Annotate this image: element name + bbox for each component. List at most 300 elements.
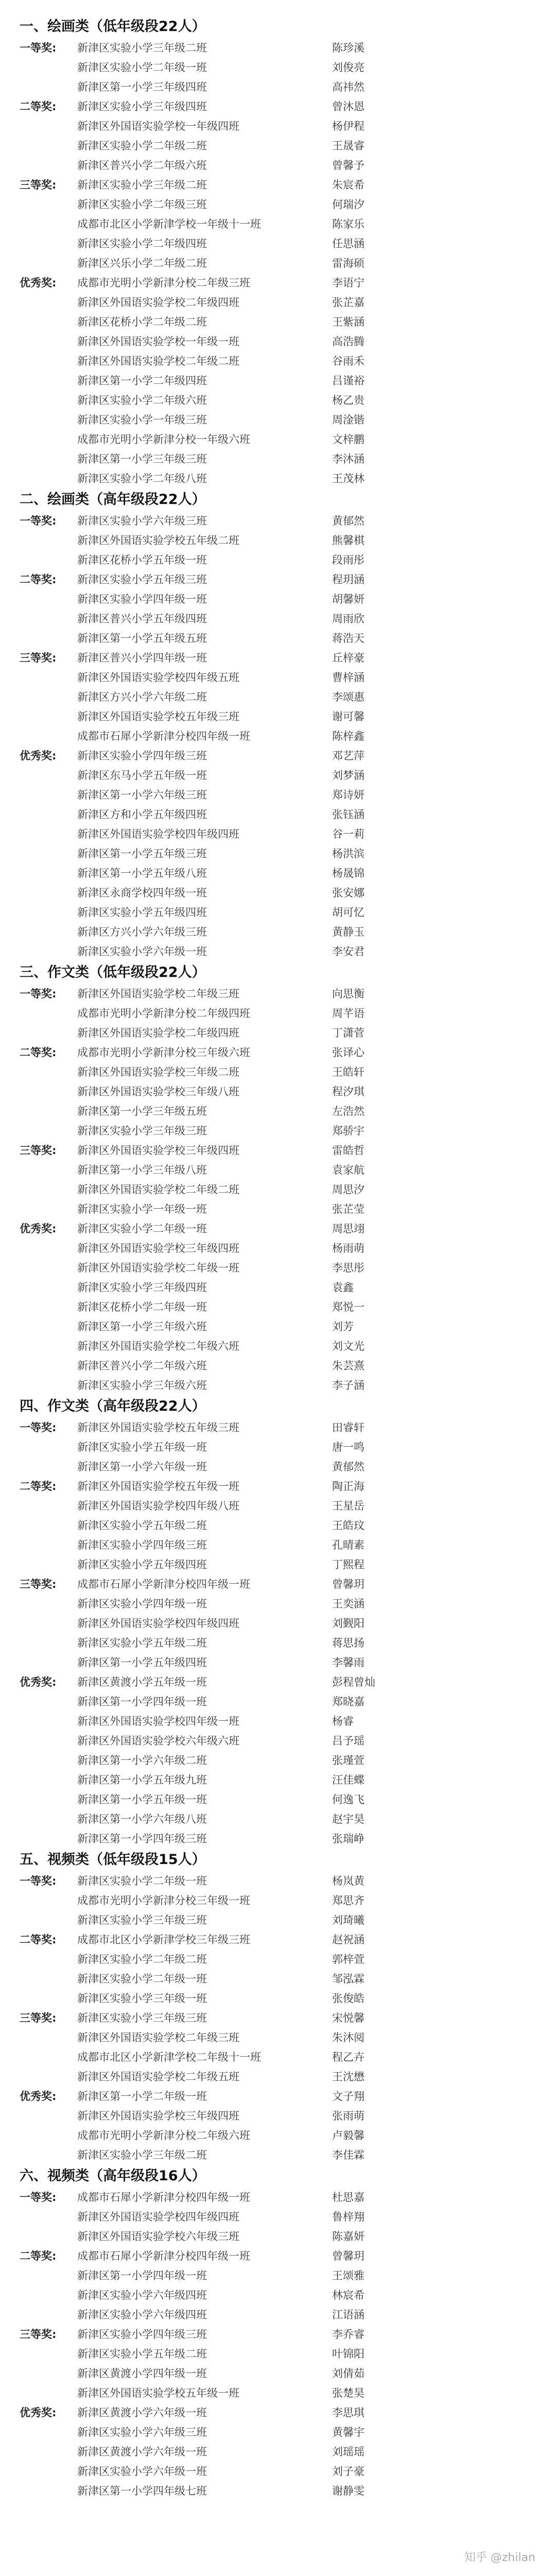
school-class: 新津区第一小学四年级一班: [77, 2269, 207, 2282]
student-name: 张芷嘉: [332, 296, 364, 309]
school-class: 新津区第一小学六年级二班: [77, 1754, 207, 1767]
student-name: 段雨彤: [332, 554, 364, 566]
student-name: 唐一鸣: [332, 1441, 364, 1453]
award-row: [0, 942, 556, 961]
student-name: 任思涵: [332, 238, 364, 250]
school-class: 新津区实验小学六年级三班: [77, 515, 207, 527]
award-level: 三等奖:: [20, 652, 57, 664]
student-name: 陈嘉妍: [332, 2230, 364, 2243]
school-class: 新津区实验小学五年级二班: [77, 1637, 207, 1649]
award-row: [0, 2325, 556, 2344]
student-name: 刘芳: [332, 1320, 354, 1333]
award-row: [0, 1376, 556, 1395]
student-name: 丁熙程: [332, 1558, 364, 1571]
section-title: 一、绘画类（低年级段22人）: [20, 19, 206, 35]
student-name: 谢静雯: [332, 2485, 364, 2497]
student-name: 江语涵: [332, 2309, 364, 2321]
student-name: 李子涵: [332, 1379, 364, 1392]
student-name: 李安君: [332, 945, 364, 958]
award-row: [0, 1457, 556, 1477]
award-row: [0, 1082, 556, 1101]
award-row: [0, 97, 556, 116]
school-class: 新津区方和小学五年级四班: [77, 808, 207, 821]
school-class: 新津区第一小学五年级一班: [77, 1793, 207, 1806]
student-name: 王星岳: [332, 1500, 364, 1512]
student-name: 吕予瑶: [332, 1735, 364, 1747]
award-row: [0, 332, 556, 351]
award-row: [0, 1258, 556, 1278]
school-class: 新津区外国语实验学校三年级四班: [77, 1144, 239, 1157]
award-row: [0, 1121, 556, 1141]
award-row: [0, 2008, 556, 2028]
school-class: 成都市石犀小学新津分校四年级一班: [77, 2250, 250, 2262]
student-name: 郭梓萱: [332, 1953, 364, 1965]
student-name: 刘子豪: [332, 2465, 364, 2478]
school-class: 新津区第一小学二年级一班: [77, 2090, 207, 2103]
student-name: 林宸希: [332, 2289, 364, 2301]
award-row: [0, 469, 556, 488]
student-name: 田睿轩: [332, 1421, 364, 1434]
student-name: 黄郁然: [332, 515, 364, 527]
student-name: 雷海硕: [332, 257, 364, 269]
award-row: [0, 2364, 556, 2383]
award-row: [0, 668, 556, 687]
award-row: [0, 1160, 556, 1180]
award-row: [0, 1829, 556, 1849]
award-row: [0, 1437, 556, 1457]
student-name: 张雨萌: [332, 2110, 364, 2122]
school-class: 新津区实验小学五年级四班: [77, 1558, 207, 1571]
award-row: [0, 1043, 556, 1062]
student-name: 郑悦一: [332, 1301, 364, 1313]
school-class: 新津区外国语实验学校二年级一班: [77, 1262, 239, 1274]
student-name: 胡馨妍: [332, 593, 364, 605]
school-class: 成都市石犀小学新津分校四年级一班: [77, 730, 250, 742]
award-level: 二等奖:: [20, 1046, 57, 1059]
school-class: 新津区实验小学二年级一班: [77, 61, 207, 74]
school-class: 新津区实验小学一年级一班: [77, 1203, 207, 1215]
award-row: [0, 175, 556, 195]
school-class: 成都市光明小学新津分校三年级一班: [77, 1894, 250, 1907]
award-row: [0, 550, 556, 570]
school-class: 新津区外国语实验学校四年级八班: [77, 1500, 239, 1512]
award-level: 优秀奖:: [20, 2090, 57, 2103]
school-class: 新津区外国语实验学校五年级二班: [77, 534, 239, 547]
school-class: 新津区第一小学六年级三班: [77, 789, 207, 801]
school-class: 新津区外国语实验学校五年级三班: [77, 1421, 239, 1434]
school-class: 新津区实验小学三年级四班: [77, 100, 207, 113]
award-row: [0, 1633, 556, 1653]
student-name: 郑晓嘉: [332, 1696, 364, 1708]
student-name: 陈家乐: [332, 218, 364, 230]
school-class: 新津区实验小学二年级二班: [77, 1953, 207, 1965]
award-row: [0, 1062, 556, 1082]
student-name: 杨伊程: [332, 120, 364, 132]
school-class: 新津区第一小学五年级八班: [77, 867, 207, 879]
student-name: 李颂惠: [332, 691, 364, 703]
award-row: [0, 1770, 556, 1790]
award-row: [0, 1891, 556, 1910]
award-row: [0, 589, 556, 609]
student-name: 周思汐: [332, 1183, 364, 1196]
award-row: [0, 1317, 556, 1336]
school-class: 新津区外国语实验学校五年级一班: [77, 1480, 239, 1493]
student-name: 丘梓豪: [332, 652, 364, 664]
award-row: [0, 609, 556, 629]
school-class: 新津区实验小学二年级六班: [77, 394, 207, 406]
student-name: 张芷莹: [332, 1203, 364, 1215]
award-row: [0, 2403, 556, 2422]
award-row: [0, 1535, 556, 1555]
award-row: [0, 77, 556, 97]
award-level: 一等奖:: [20, 1875, 57, 1887]
student-name: 熊馨棋: [332, 534, 364, 547]
award-row: [0, 156, 556, 175]
school-class: 新津区花桥小学五年级一班: [77, 554, 207, 566]
school-class: 新津区黄渡小学四年级一班: [77, 2367, 207, 2380]
award-row: [0, 1711, 556, 1731]
school-class: 新津区实验小学二年级八班: [77, 472, 207, 485]
award-level: 一等奖:: [20, 988, 57, 1000]
award-row: [0, 570, 556, 589]
award-row: [0, 1555, 556, 1574]
award-level: 二等奖:: [20, 2250, 57, 2262]
award-row: [0, 293, 556, 312]
award-row: [0, 1930, 556, 1950]
section-title: 二、绘画类（高年级段22人）: [20, 492, 206, 507]
award-row: [0, 1790, 556, 1809]
student-name: 周雨欣: [332, 613, 364, 625]
award-row: [0, 1989, 556, 2008]
student-name: 谷一莉: [332, 828, 364, 840]
award-level: 一等奖:: [20, 42, 57, 54]
school-class: 新津区第一小学六年级八班: [77, 1813, 207, 1825]
student-name: 程乙卉: [332, 2051, 364, 2063]
student-name: 杨睿: [332, 1715, 354, 1727]
award-level: 三等奖:: [20, 2012, 57, 2024]
student-name: 程汐琪: [332, 1086, 364, 1098]
award-row: [0, 1336, 556, 1356]
student-name: 曾馨玥: [332, 1578, 364, 1590]
student-name: 陈珍溪: [332, 42, 364, 54]
award-level: 二等奖:: [20, 573, 57, 586]
award-row: [0, 136, 556, 156]
award-row: [0, 2422, 556, 2442]
school-class: 新津区实验小学四年级三班: [77, 750, 207, 762]
award-row: [0, 410, 556, 430]
student-name: 杜思嘉: [332, 2191, 364, 2204]
student-name: 郑诗妍: [332, 789, 364, 801]
school-class: 新津区外国语实验学校一年级一班: [77, 335, 239, 348]
award-row: [0, 707, 556, 726]
award-row: [0, 648, 556, 668]
school-class: 新津区外国语实验学校六年级六班: [77, 1735, 239, 1747]
student-name: 文子翔: [332, 2090, 364, 2103]
school-class: 新津区实验小学二年级一班: [77, 1973, 207, 1985]
award-section: [0, 15, 556, 488]
student-name: 邓艺萍: [332, 750, 364, 762]
award-row: [0, 844, 556, 863]
school-class: 新津区花桥小学二年级二班: [77, 316, 207, 328]
school-class: 成都市北区小学新津学校一年级十一班: [77, 218, 261, 230]
student-name: 黄郁然: [332, 1461, 364, 1473]
student-name: 胡可忆: [332, 906, 364, 919]
school-class: 新津区实验小学五年级三班: [77, 573, 207, 586]
section-title: 五、视频类（低年级段15人）: [20, 1852, 206, 1868]
student-name: 曾沐恩: [332, 100, 364, 113]
student-name: 杨乙贵: [332, 394, 364, 406]
school-class: 新津区第一小学五年级九班: [77, 1774, 207, 1786]
school-class: 成都市光明小学新津分校三年级六班: [77, 1046, 250, 1059]
watermark: 知乎 @zhilan: [464, 2551, 535, 2564]
student-name: 杨雨萌: [332, 1242, 364, 1255]
award-row: [0, 746, 556, 766]
award-row: [0, 1950, 556, 1969]
award-row: [0, 214, 556, 234]
student-name: 刘文光: [332, 1340, 364, 1352]
school-class: 新津区实验小学一年级三班: [77, 414, 207, 426]
student-name: 陶正海: [332, 1480, 364, 1493]
award-row: [0, 824, 556, 844]
student-name: 袁家航: [332, 1164, 364, 1176]
school-class: 新津区实验小学二年级三班: [77, 198, 207, 211]
award-row: [0, 883, 556, 903]
school-class: 成都市光明小学新津分校二年级四班: [77, 1007, 250, 1020]
school-class: 新津区第一小学二年级四班: [77, 375, 207, 387]
award-row: [0, 1653, 556, 1672]
school-class: 新津区外国语实验学校三年级四班: [77, 1242, 239, 1255]
student-name: 丁潇菅: [332, 1027, 364, 1039]
student-name: 杨洪滨: [332, 848, 364, 860]
student-name: 卢毅馨: [332, 2129, 364, 2142]
student-name: 周淦锴: [332, 414, 364, 426]
student-name: 鲁梓翔: [332, 2211, 364, 2223]
school-class: 新津区实验小学四年级一班: [77, 593, 207, 605]
award-row: [0, 1516, 556, 1535]
award-row: [0, 2227, 556, 2246]
award-row: [0, 531, 556, 550]
school-class: 新津区外国语实验学校一年级四班: [77, 120, 239, 132]
award-row: [0, 1871, 556, 1891]
school-class: 新津区普兴小学四年级一班: [77, 652, 207, 664]
student-name: 朱宸希: [332, 179, 364, 191]
school-class: 新津区实验小学二年级二班: [77, 140, 207, 152]
section-title: 六、视频类（高年级段16人）: [20, 2168, 206, 2184]
school-class: 新津区黄渡小学六年级一班: [77, 2446, 207, 2458]
student-name: 叶锦阳: [332, 2348, 364, 2360]
school-class: 新津区第一小学三年级八班: [77, 1164, 207, 1176]
student-name: 刘觐阳: [332, 1617, 364, 1630]
school-class: 新津区实验小学三年级四班: [77, 1281, 207, 1294]
award-row: [0, 1910, 556, 1930]
award-row: [0, 1356, 556, 1376]
student-name: 赵祝涵: [332, 1934, 364, 1946]
award-row: [0, 2481, 556, 2501]
award-row: [0, 1180, 556, 1199]
award-row: [0, 726, 556, 746]
award-row: [0, 1574, 556, 1594]
student-name: 王茂林: [332, 472, 364, 485]
school-class: 新津区第一小学三年级六班: [77, 1320, 207, 1333]
award-row: [0, 2145, 556, 2165]
student-name: 张安娜: [332, 887, 364, 899]
school-class: 新津区外国语实验学校二年级四班: [77, 1027, 239, 1039]
student-name: 孔晴素: [332, 1539, 364, 1551]
student-name: 何瑞汐: [332, 198, 364, 211]
award-row: [0, 2047, 556, 2067]
award-row: [0, 984, 556, 1004]
award-row: [0, 511, 556, 531]
school-class: 新津区实验小学六年级一班: [77, 2465, 207, 2478]
award-row: [0, 2028, 556, 2047]
award-row: [0, 449, 556, 469]
school-class: 新津区方兴小学六年级三班: [77, 926, 207, 938]
school-class: 新津区东马小学五年级一班: [77, 769, 207, 782]
award-row: [0, 2246, 556, 2266]
school-class: 新津区外国语实验学校六年级三班: [77, 2230, 239, 2243]
award-row: [0, 2067, 556, 2087]
award-level: 三等奖:: [20, 1578, 57, 1590]
student-name: 雷皓哲: [332, 1144, 364, 1157]
school-class: 新津区实验小学五年级一班: [77, 1441, 207, 1453]
award-row: [0, 1692, 556, 1711]
award-row: [0, 1297, 556, 1317]
school-class: 新津区外国语实验学校二年级三班: [77, 2031, 239, 2044]
school-class: 新津区外国语实验学校五年级一班: [77, 2387, 239, 2399]
school-class: 新津区实验小学二年级四班: [77, 238, 207, 250]
award-row: [0, 2126, 556, 2145]
student-name: 郑思齐: [332, 1894, 364, 1907]
award-row: [0, 1969, 556, 1989]
school-class: 新津区实验小学三年级一班: [77, 1992, 207, 2005]
student-name: 王晟睿: [332, 140, 364, 152]
student-name: 曹梓涵: [332, 671, 364, 684]
school-class: 新津区实验小学四年级三班: [77, 1539, 207, 1551]
school-class: 新津区外国语实验学校四年级四班: [77, 828, 239, 840]
award-level: 一等奖:: [20, 1421, 57, 1434]
school-class: 新津区实验小学三年级三班: [77, 2012, 207, 2024]
student-name: 李乔睿: [332, 2328, 364, 2341]
award-row: [0, 1477, 556, 1496]
school-class: 新津区第一小学四年级三班: [77, 1833, 207, 1845]
student-name: 邹泓霖: [332, 1973, 364, 1985]
student-name: 曾馨玥: [332, 2250, 364, 2262]
student-name: 赵宇昊: [332, 1813, 364, 1825]
student-name: 吕谨裕: [332, 375, 364, 387]
student-name: 周思翊: [332, 1223, 364, 1235]
award-level: 一等奖:: [20, 515, 57, 527]
award-level: 优秀奖:: [20, 750, 57, 762]
student-name: 张钰涵: [332, 808, 364, 821]
award-row: [0, 273, 556, 293]
student-name: 王皓轩: [332, 1066, 364, 1078]
award-row: [0, 2305, 556, 2325]
student-name: 蒋浩天: [332, 632, 364, 645]
student-name: 黄静玉: [332, 926, 364, 938]
school-class: 新津区兴乐小学二年级二班: [77, 257, 207, 269]
award-level: 二等奖:: [20, 1934, 57, 1946]
school-class: 新津区第一小学三年级五班: [77, 1105, 207, 1117]
section-title: 四、作文类（高年级段22人）: [20, 1398, 206, 1414]
student-name: 王皓玟: [332, 1519, 364, 1532]
school-class: 新津区普兴小学五年级四班: [77, 613, 207, 625]
award-section: [0, 2165, 556, 2501]
school-class: 新津区实验小学五年级四班: [77, 906, 207, 919]
school-class: 新津区花桥小学二年级一班: [77, 1301, 207, 1313]
student-name: 李佳霖: [332, 2149, 364, 2161]
award-row: [0, 629, 556, 648]
school-class: 新津区实验小学六年级四班: [77, 2289, 207, 2301]
award-row: [0, 234, 556, 253]
award-row: [0, 1199, 556, 1219]
award-row: [0, 1496, 556, 1516]
award-row: [0, 2087, 556, 2106]
award-row: [0, 430, 556, 449]
student-name: 杨岚黄: [332, 1875, 364, 1887]
award-row: [0, 1751, 556, 1770]
school-class: 新津区第一小学五年级五班: [77, 632, 207, 645]
school-class: 新津区永商学校四年级一班: [77, 887, 207, 899]
award-row: [0, 903, 556, 922]
student-name: 高浩腾: [332, 335, 364, 348]
student-name: 李思琪: [332, 2406, 364, 2419]
student-name: 何逸飞: [332, 1793, 364, 1806]
award-row: [0, 922, 556, 942]
award-level: 优秀奖:: [20, 1676, 57, 1688]
school-class: 新津区实验小学六年级一班: [77, 945, 207, 958]
award-level: 优秀奖:: [20, 1223, 57, 1235]
award-row: [0, 1278, 556, 1297]
award-row: [0, 116, 556, 136]
school-class: 新津区第一小学五年级四班: [77, 1656, 207, 1669]
award-row: [0, 312, 556, 332]
school-class: 新津区外国语实验学校二年级四班: [77, 296, 239, 309]
school-class: 新津区第一小学五年级三班: [77, 848, 207, 860]
award-row: [0, 1672, 556, 1692]
award-row: [0, 2344, 556, 2364]
award-level: 优秀奖:: [20, 2406, 57, 2419]
student-name: 左浩然: [332, 1105, 364, 1117]
student-name: 谷雨禾: [332, 355, 364, 367]
student-name: 高祎然: [332, 81, 364, 93]
student-name: 彭程曾灿: [332, 1676, 375, 1688]
student-name: 刘俊亮: [332, 61, 364, 74]
school-class: 新津区实验小学三年级三班: [77, 1914, 207, 1926]
school-class: 新津区外国语实验学校三年级八班: [77, 1086, 239, 1098]
school-class: 新津区外国语实验学校三年级二班: [77, 1066, 239, 1078]
school-class: 新津区实验小学六年级四班: [77, 2309, 207, 2321]
award-level: 优秀奖:: [20, 277, 57, 289]
award-row: [0, 1101, 556, 1121]
award-section: [0, 1849, 556, 2165]
section-title: 三、作文类（低年级段22人）: [20, 964, 206, 980]
student-name: 郑骄宇: [332, 1125, 364, 1137]
award-section: [0, 961, 556, 1395]
award-row: [0, 38, 556, 58]
award-level: 二等奖:: [20, 100, 57, 113]
school-class: 新津区实验小学五年级二班: [77, 2348, 207, 2360]
student-name: 向思衡: [332, 988, 364, 1000]
student-name: 王奕涵: [332, 1598, 364, 1610]
student-name: 刘倩茹: [332, 2367, 364, 2380]
student-name: 陈梓鑫: [332, 730, 364, 742]
school-class: 新津区实验小学二年级一班: [77, 1223, 207, 1235]
student-name: 王沈懋: [332, 2071, 364, 2083]
award-row: [0, 253, 556, 273]
student-name: 刘琦曦: [332, 1914, 364, 1926]
award-row: [0, 1809, 556, 1829]
school-class: 新津区黄渡小学五年级一班: [77, 1676, 207, 1688]
